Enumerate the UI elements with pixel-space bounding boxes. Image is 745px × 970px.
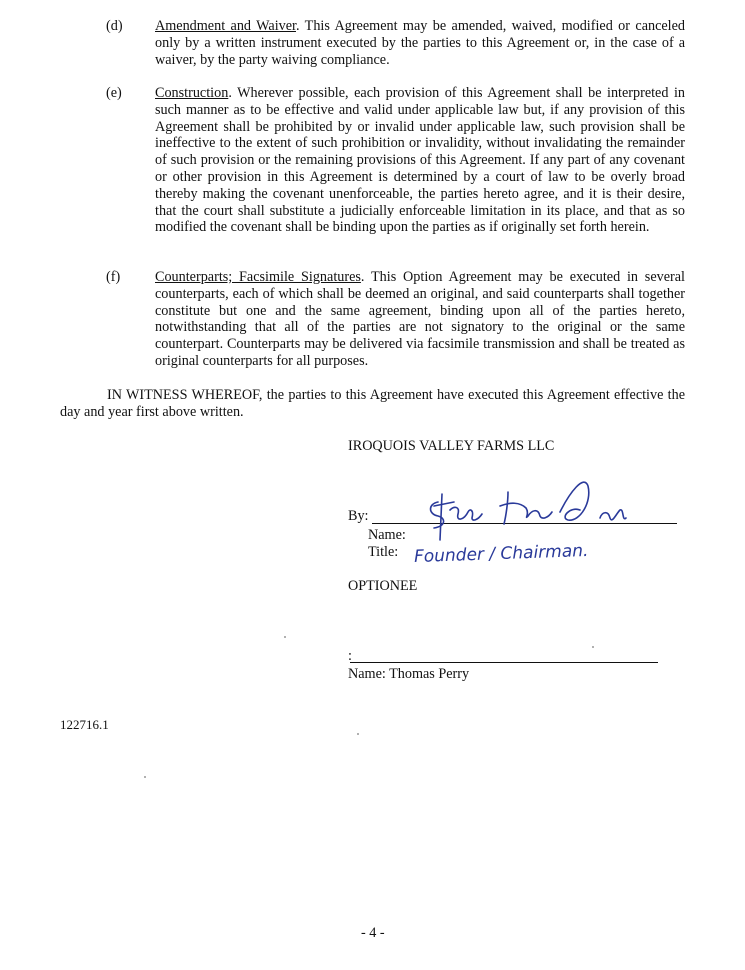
clause-heading: Construction	[155, 85, 229, 101]
clause-letter: (f)	[106, 269, 121, 285]
handwritten-signature	[420, 462, 640, 537]
scan-speck	[357, 733, 359, 735]
clause-body	[155, 85, 685, 236]
clause-text: . This Option Agreement may be executed in several counterparts, each of which shall be deemed an original, and said counterparts shall together constitute but one and the same agreement, binding upon all of the parties hereto, notwithstanding that all of the parties are not signatory to the original or the same counterpart. Counterparts may be delivered via facsimile transmission and shall be treated as original counterparts for all purposes.	[155, 269, 685, 369]
scan-speck	[144, 776, 146, 778]
company-name: IROQUOIS VALLEY FARMS LLC	[348, 438, 555, 454]
witness-paragraph: IN WITNESS WHEREOF, the parties to this Agreement have executed this Agreement effective the day and year first above written.	[60, 387, 685, 420]
clause-heading: Amendment and Waiver	[155, 18, 296, 34]
clause-letter: (d)	[106, 18, 123, 34]
optionee-signature-prefix: :	[348, 648, 352, 664]
optionee-signature-line	[350, 662, 658, 663]
handwritten-title: Founder / Chairman.	[413, 540, 589, 568]
clause-letter: (e)	[106, 85, 122, 101]
page-number: - 4 -	[361, 925, 385, 941]
optionee-name: Name: Thomas Perry	[348, 666, 470, 682]
document-number: 122716.1	[60, 717, 109, 732]
clause-heading: Counterparts; Facsimile Signatures	[155, 269, 361, 285]
clause-text: . This Agreement may be amended, waived, modified or canceled only by a written instrument executed by the parties to this Agreement or, in the case of a waiver, by the party waiving compliance.	[155, 18, 686, 68]
clause-text: . Wherever possible, each provision of this Agreement shall be interpreted in such manner as to be effective and valid under applicable law but, if any provision of this Agreement shall be prohibited by or invalid under applicable law, such provision shall be ineffective to the extent of such prohibition or invalidity, without invalidating the remainder of such provision or the remaining provisions of this Agreement. If any part of any covenant or other provision in this Agreement is determined by a court of law to be overly broad thereby making the covenant unenforceable, the parties hereto agree, and it is their desire, that the court shall substitute a judicially enforceable limitation in its place, and that as so modified the covenant shall be binding upon the parties as if originally set forth herein.	[155, 85, 685, 236]
scan-speck	[592, 646, 594, 648]
clause-body	[155, 269, 685, 370]
clause-body	[155, 18, 685, 68]
title-label: Title:	[368, 544, 399, 560]
optionee-heading: OPTIONEE	[348, 578, 418, 594]
by-label: By:	[348, 508, 369, 524]
name-label: Name:	[368, 527, 406, 543]
scan-speck	[284, 636, 286, 638]
